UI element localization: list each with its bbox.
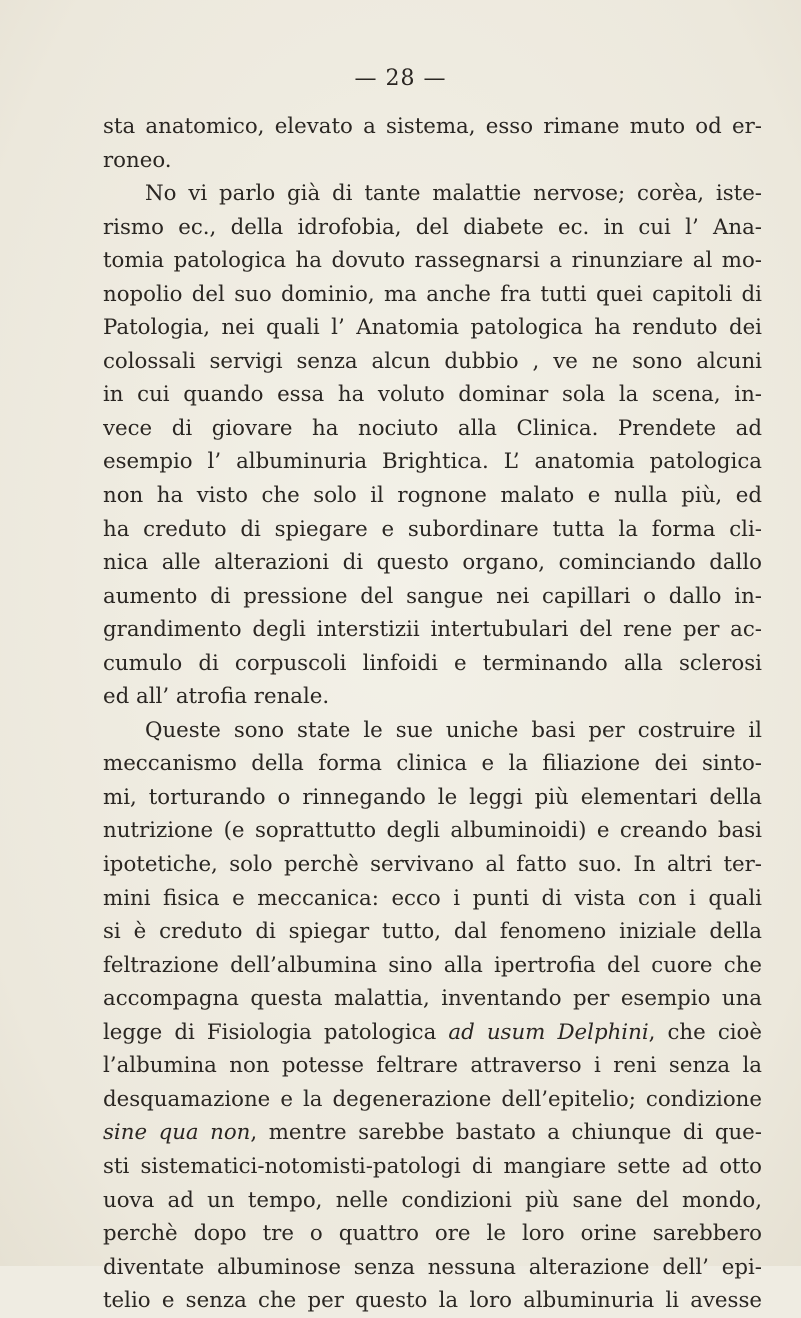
italic-phrase: sine qua non <box>103 1120 251 1146</box>
text-line: nica alle alterazioni di questo organo, cominciando dallo <box>103 550 762 576</box>
italic-phrase: ad usum Delphini <box>448 1019 649 1045</box>
text-line: tomia patologica ha dovuto rassegnarsi a rinunziare al mo- <box>103 248 762 274</box>
text-line: ed all’ atrofia renale. <box>103 684 330 710</box>
text-line: non ha visto che solo il rognone malato e nulla più, ed <box>103 483 762 509</box>
text-line: nopolio del suo dominio, ma anche fra tutti quei capitoli di <box>103 281 762 307</box>
text-segment: , che cioè <box>648 1019 762 1045</box>
text-line: si è creduto di spiegar tutto, dal fenomeno iniziale della <box>103 919 762 945</box>
text-line: feltrazione dell’albumina sino alla ipertrofia del cuore che <box>103 952 762 978</box>
text-line: No vi parlo già di tante malattie nervose; corèa, iste- <box>145 181 762 207</box>
text-line: colossali servigi senza alcun dubbio , ve ne sono alcuni <box>103 348 762 374</box>
text-line <box>103 1116 762 1150</box>
text-line: ipotetiche, solo perchè servivano al fatto suo. In altri ter- <box>103 852 762 878</box>
text-line: sta anatomico, elevato a sistema, esso rimane muto od er- <box>103 114 762 139</box>
text-line: aumento di pressione del sangue nei capillari o dallo in- <box>103 583 762 609</box>
text-line <box>103 1016 762 1050</box>
text-line: Patologia, nei quali l’ Anatomia patologica ha renduto dei <box>103 315 762 341</box>
text-line: grandimento degli interstizii intertubulari del rene per ac- <box>103 617 762 643</box>
text-line: in cui quando essa ha voluto dominar sola la scena, in- <box>103 382 762 408</box>
body-text <box>103 110 762 1318</box>
text-segment: , mentre sarebbe bastato a chiunque di que- <box>250 1120 762 1146</box>
text-line: accompagna questa malattia, inventando per esempio una <box>103 986 762 1012</box>
text-line: ha creduto di spiegare e subordinare tutta la forma cli- <box>103 516 762 542</box>
text-line: vece di giovare ha nociuto alla Clinica. Prendete ad <box>103 415 762 441</box>
text-line: meccanismo della forma clinica e la filiazione dei sinto- <box>103 751 762 777</box>
text-line: l’albumina non potesse feltrare attraverso i reni senza la <box>103 1053 762 1079</box>
text-line: mi, torturando o rinnegando le leggi più elementari della <box>103 784 762 810</box>
text-line: roneo. <box>103 147 172 173</box>
text-line: rismo ec., della idrofobia, del diabete ec. in cui l’ Ana- <box>103 214 762 240</box>
text-segment: legge di Fisiologia patologica <box>103 1019 437 1045</box>
text-line: telio e senza che per questo la loro albuminuria li avesse <box>103 1288 762 1314</box>
text-line: nutrizione (e soprattutto degli albuminoidi) e creando basi <box>103 818 762 844</box>
text-line: esempio l’ albuminuria Brightica. L’ anatomia patologica <box>103 449 762 475</box>
page-number: — 28 — <box>354 66 447 91</box>
text-line: cumulo di corpuscoli linfoidi e terminando alla sclerosi <box>103 650 762 676</box>
text-line: desquamazione e la degenerazione dell’epitelio; condizione <box>103 1086 762 1112</box>
text-line: diventate albuminose senza nessuna alterazione dell’ epi- <box>103 1254 762 1280</box>
text-line: sti sistematici-notomisti-patologi di mangiare sette ad otto <box>103 1153 762 1179</box>
text-line: perchè dopo tre o quattro ore le loro orine sarebbero <box>103 1221 762 1247</box>
text-line: mini fisica e meccanica: ecco i punti di vista con i quali <box>103 885 762 911</box>
text-line: uova ad un tempo, nelle condizioni più sane del mondo, <box>103 1187 762 1213</box>
text-line: Queste sono state le sue uniche basi per costruire il <box>145 717 762 743</box>
